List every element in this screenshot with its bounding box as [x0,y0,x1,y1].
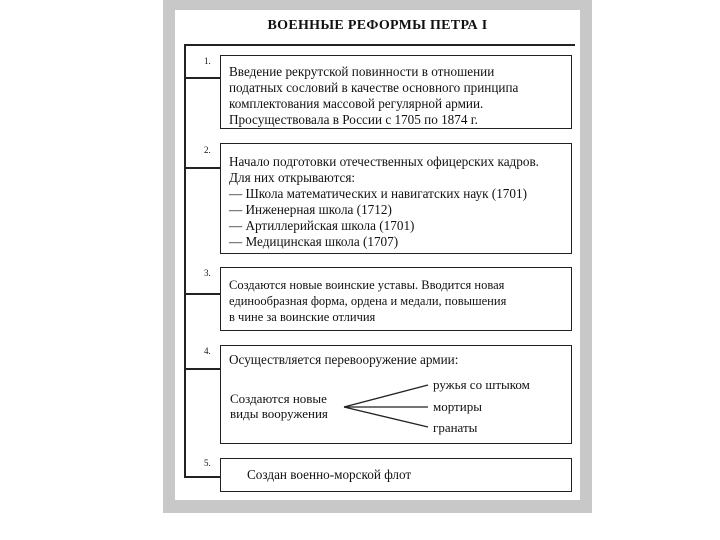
weapon-label: мортиры [433,399,482,414]
text-line: — Артиллерийская школа (1701) [229,218,415,233]
text-line: — Медицинская школа (1707) [229,234,399,249]
text-line: в чине за воинские отличия [229,310,376,324]
text-line: Осуществляется перевооружение армии: [229,352,459,367]
text-line: комплектования массовой регулярной армии. [229,96,484,111]
diagram-title: ВОЕННЫЕ РЕФОРМЫ ПЕТРА I [267,18,488,33]
reform-number: 2. [204,145,211,155]
text-line: виды вооружения [230,406,328,421]
text-line: Начало подготовки отечественных офицерских кадров. [229,154,539,169]
reform-number: 1. [204,56,211,66]
text-line: податных сословий в качестве основного принципа [229,80,519,95]
text-line: — Школа математических и навигатских наук (1701) [229,186,527,201]
weapon-label: гранаты [433,420,478,435]
text-line: единообразная форма, ордена и медали, повышения [229,294,507,308]
text-line: Создаются новые [230,391,327,406]
reform-number: 4. [204,346,211,356]
text-line: Введение рекрутской повинности в отношении [229,64,495,79]
weapon-label: ружья со штыком [433,377,530,392]
text-line: Создаются новые воинские уставы. Вводится новая [229,278,505,292]
fan-line [344,407,428,427]
reform-number: 5. [204,458,211,468]
text-line: Создан военно-морской флот [247,467,412,482]
text-line: — Инженерная школа (1712) [229,202,392,217]
fan-line [344,385,428,407]
reform-box-5 [220,458,572,492]
reform-number: 3. [204,268,211,278]
text-line: Просуществовала в России с 1705 по 1874 г. [229,112,478,127]
text-line: Для них открываются: [229,170,356,185]
